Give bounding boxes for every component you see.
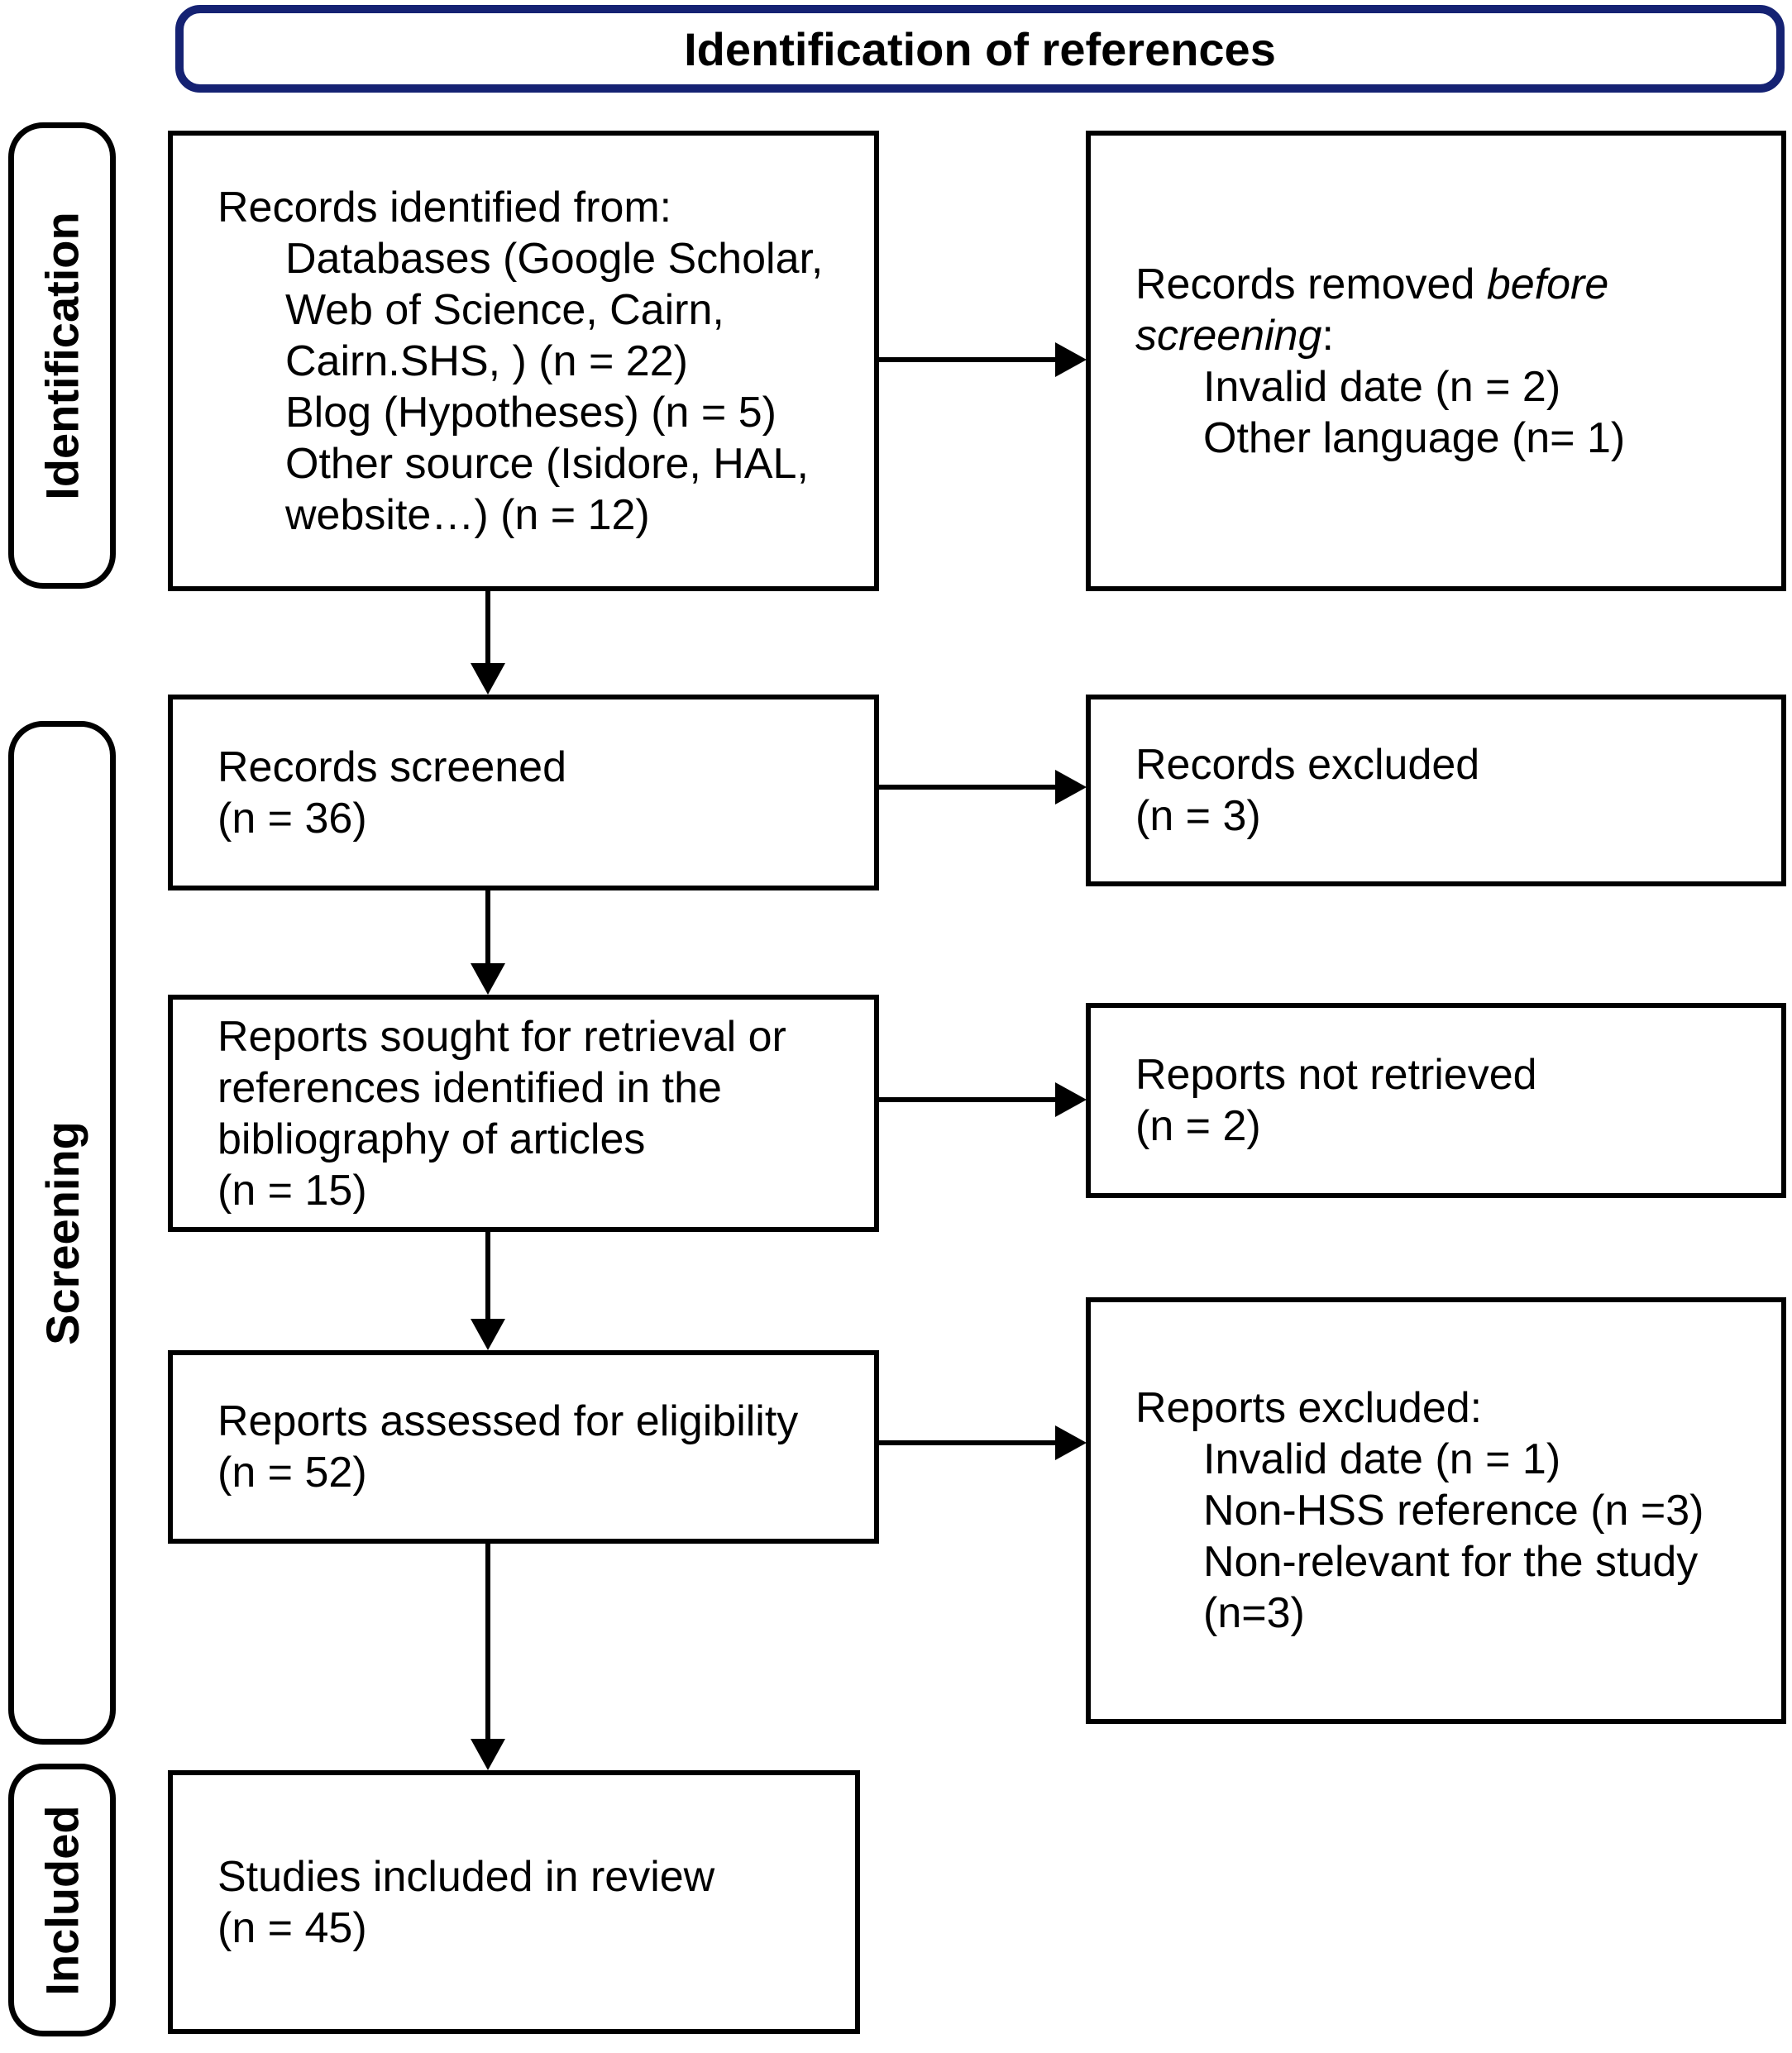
box-line: Records screened: [217, 742, 566, 791]
box-line: Cairn.SHS, ) (n = 22): [285, 337, 688, 385]
arrow-line: [879, 1440, 1056, 1445]
arrowhead-down-icon: [471, 963, 505, 995]
diagram-title: [175, 5, 1785, 93]
stage-label-included: [8, 1764, 116, 2036]
box-line: Studies included in review: [217, 1852, 715, 1901]
arrow-line: [485, 1232, 490, 1321]
box-line: [1135, 259, 1732, 361]
box-reports-assessed: [168, 1350, 879, 1544]
box-reports-excluded: [1086, 1297, 1786, 1724]
stage-label-identification-text: Identification: [36, 211, 88, 500]
diagram-title-text: Identification of references: [684, 22, 1276, 75]
arrow-line: [879, 785, 1056, 790]
box-line: Web of Science, Cairn,: [285, 285, 724, 334]
label-normal: :: [1321, 311, 1334, 360]
arrow-line: [485, 1544, 490, 1741]
box-line: Records excluded: [1135, 741, 1480, 789]
stage-label-screening-text: Screening: [36, 1120, 88, 1345]
label-normal: Records removed: [1135, 260, 1487, 308]
label-italic: before screening: [1135, 260, 1609, 360]
box-line: (n = 36): [217, 794, 367, 843]
box-line: bibliography of articles: [217, 1115, 646, 1163]
box-line: Non-relevant for the study: [1203, 1538, 1699, 1586]
box-line: Other language (n= 1): [1203, 413, 1626, 462]
box-line: Reports assessed for eligibility: [217, 1397, 799, 1445]
arrowhead-down-icon: [471, 663, 505, 695]
arrow-line: [879, 1097, 1056, 1102]
box-line: Invalid date (n = 1): [1203, 1435, 1561, 1483]
box-line: Blog (Hypotheses) (n = 5): [285, 388, 777, 437]
box-line: Other source (Isidore, HAL,: [285, 439, 809, 488]
arrowhead-right-icon: [1055, 1082, 1087, 1117]
box-records-identified: [168, 131, 879, 591]
box-line: (n = 3): [1135, 792, 1261, 840]
arrowhead-right-icon: [1055, 342, 1087, 377]
box-line: Reports sought for retrieval or: [217, 1012, 786, 1061]
arrowhead-down-icon: [471, 1319, 505, 1350]
box-reports-not-retrieved: [1086, 1003, 1786, 1198]
stage-label-screening: [8, 721, 116, 1745]
box-line: Reports not retrieved: [1135, 1051, 1537, 1099]
box-line: (n = 45): [217, 1903, 367, 1952]
box-records-screened: [168, 695, 879, 890]
box-reports-sought: [168, 995, 879, 1232]
box-line: website…) (n = 12): [285, 490, 650, 539]
box-line: Records identified from:: [217, 183, 672, 232]
arrow-line: [879, 357, 1056, 362]
box-line: (n = 15): [217, 1166, 367, 1215]
box-line: references identified in the: [217, 1063, 722, 1112]
arrowhead-right-icon: [1055, 1425, 1087, 1460]
box-line: Databases (Google Scholar,: [285, 234, 824, 283]
arrow-line: [485, 890, 490, 966]
box-line: Non-HSS reference (n =3): [1203, 1487, 1704, 1535]
box-records-excluded: [1086, 695, 1786, 886]
box-line: (n=3): [1203, 1589, 1305, 1637]
box-studies-included: [168, 1770, 860, 2034]
arrow-line: [485, 591, 490, 666]
box-line: Reports excluded:: [1135, 1384, 1483, 1432]
stage-label-identification: [8, 122, 116, 589]
box-line: Invalid date (n = 2): [1203, 362, 1561, 411]
stage-label-included-text: Included: [36, 1804, 88, 1996]
box-line: (n = 52): [217, 1449, 367, 1497]
box-records-removed-before-screening: [1086, 131, 1786, 591]
arrowhead-down-icon: [471, 1739, 505, 1770]
arrowhead-right-icon: [1055, 770, 1087, 804]
box-line: (n = 2): [1135, 1102, 1261, 1150]
